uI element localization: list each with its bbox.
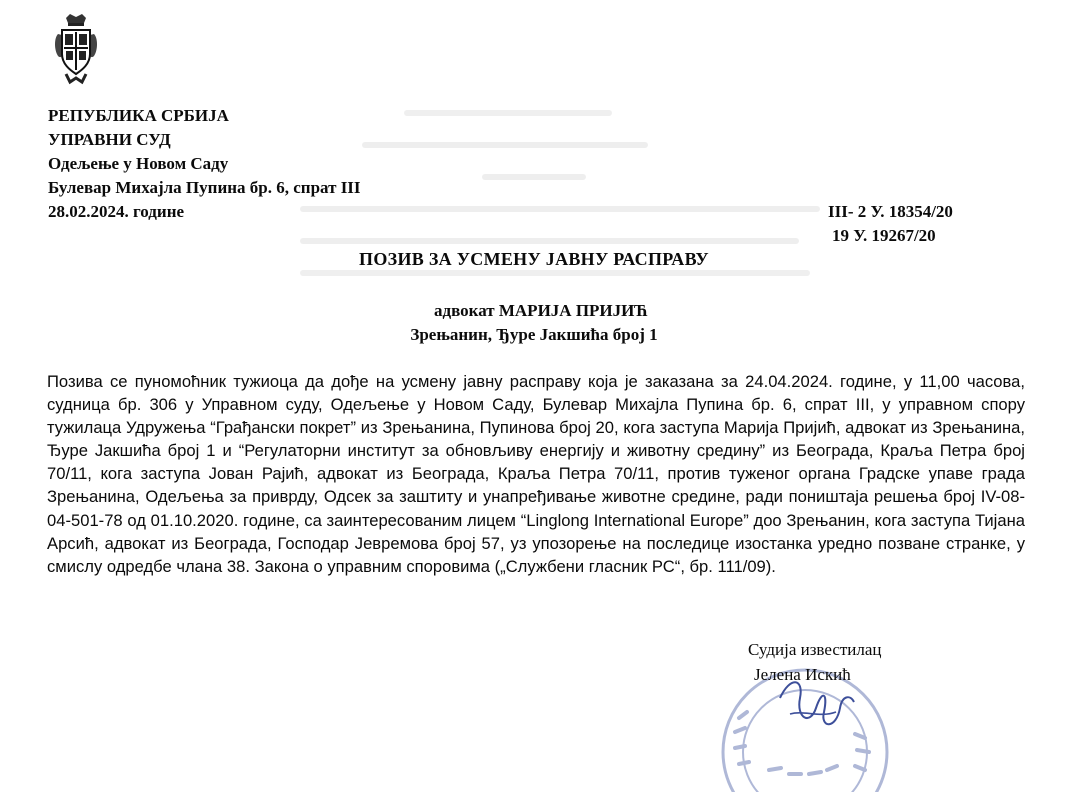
recipient-name: адвокат МАРИЈА ПРИЈИЋ [434,301,648,320]
case-number-1: III- 2 У. 18354/20 [828,202,953,221]
header-court: УПРАВНИ СУД [48,130,171,149]
document-title: ПОЗИВ ЗА УСМЕНУ ЈАВНУ РАСПРАВУ [359,249,709,269]
signature-block [748,637,882,687]
judge-role: Судија известилац [748,640,882,659]
court-header [48,104,361,224]
header-address: Булевар Михајла Пупина бр. 6, спрат III [48,178,361,197]
serbian-coat-of-arms-icon [52,12,100,88]
header-country: РЕПУБЛИКА СРБИЈА [48,106,229,125]
header-department: Одељење у Новом Саду [48,154,229,173]
case-numbers [828,200,953,248]
recipient-address: Зрењанин, Ђуре Јакшића број 1 [410,325,658,344]
summons-body: Позива се пуномоћник тужиоца да дође на усмену јавну расправу која је заказана за 24.04.2024. године, у 11,00 часова, судница бр. 306 у Управном суду, Одељење у Новом Саду, Булевар Михајла Пупина бр. 6, спрат III, у управном спору тужилаца Удружења “Грађански покрет” из Зрењанина, Пупинова број 20, кога заступа Марија Пријић, адвокат из Зрењанина, Ђуре Јакшића број 1 и “Регулаторни институт за обновљиву енергију и животну средину” из Београда, Краља Петра број 70/11, кога заступа Јован Рајић, адвокат из Београда, Краља Петра 70/11, против туженог органа Градске упаве града Зрењанина, Одељења за приврду, Одсек за заштиту и унапређивање животне средине, ради поништаја решења број IV-08-04-501-78 од 01.10.2020. године, са заинтересованим лицем “Linglong International Europe” доо Зрењанин, кога заступа Тијана Арсић, адвокат из Београда, Господар Јевремова број 57, уз упозорење на последице изостанка уредно позване странке, у смислу одредбе члана 38. Закона о управним споровима („Службени гласник РС“, бр. 111/09). [47,372,1025,576]
judge-name: Јелена Искић [754,665,851,684]
recipient-block [0,299,1068,347]
case-number-2: 19 У. 19267/20 [832,226,936,245]
header-date: 28.02.2024. године [48,202,185,221]
